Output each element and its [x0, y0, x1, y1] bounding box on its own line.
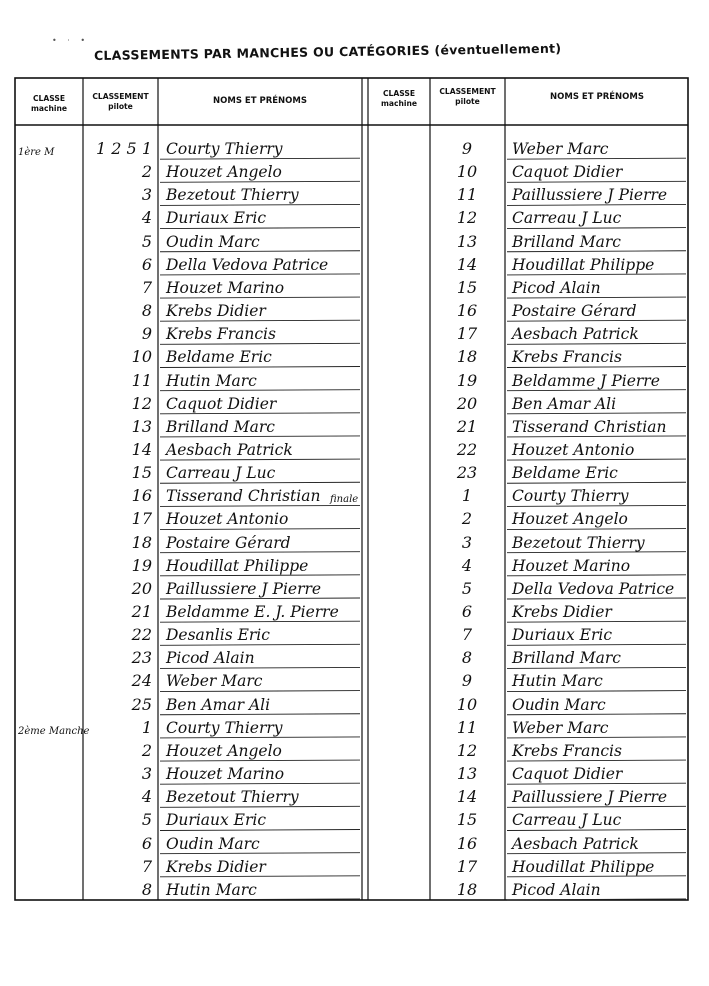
- left-row-rank: 10: [131, 347, 152, 367]
- left-row-classe: 2ème Manche: [18, 725, 90, 737]
- right-row-name: Houzet Marino: [512, 556, 631, 575]
- left-row-name: Krebs Didier: [166, 857, 266, 876]
- left-row-rank: 8: [141, 879, 152, 899]
- right-row-name: Brilland Marc: [512, 232, 621, 251]
- row-underline: [160, 667, 360, 668]
- left-row-rank: 9: [141, 324, 152, 344]
- row-underline: [507, 529, 686, 530]
- left-row-rank: 7: [141, 277, 152, 297]
- right-row-rank: 15: [456, 277, 478, 297]
- left-row-rank: 21: [131, 602, 152, 621]
- right-row-rank: 5: [461, 578, 473, 598]
- header-classe-machine-right: CLASSE machine: [380, 89, 418, 108]
- left-row-name: Carreau J Luc: [166, 464, 276, 483]
- row-underline: [507, 343, 686, 344]
- right-row-name: Courty Thierry: [512, 487, 629, 506]
- row-underline: [160, 204, 360, 205]
- row-underline: [160, 274, 360, 275]
- right-row-name: Paillussiere J Pierre: [512, 186, 668, 205]
- left-row-name: Hutin Marc: [166, 880, 257, 899]
- left-row-rank: 16: [131, 486, 152, 506]
- right-row-name: Houzet Angelo: [512, 510, 628, 529]
- left-row-rank: 19: [131, 555, 152, 575]
- row-underline: [160, 181, 360, 182]
- row-underline: [160, 297, 360, 298]
- row-underline: [507, 505, 686, 506]
- row-underline: [507, 204, 686, 205]
- right-row-name: Ben Amar Ali: [512, 394, 617, 413]
- left-row-name: Houzet Antonio: [166, 510, 289, 529]
- row-underline: [507, 459, 686, 460]
- left-row-note: finale: [330, 494, 359, 506]
- left-row-name: Weber Marc: [166, 672, 263, 691]
- row-underline: [507, 320, 686, 321]
- right-row-rank: 13: [456, 764, 478, 784]
- left-row-name: Houzet Angelo: [166, 741, 282, 760]
- row-underline: [507, 806, 686, 807]
- right-row-name: Krebs Didier: [512, 603, 612, 621]
- right-row-name: Beldamme J Pierre: [512, 371, 660, 390]
- row-underline: [160, 691, 360, 692]
- left-row-name: Postaire Gérard: [166, 533, 291, 552]
- left-row-name: Ben Amar Ali: [166, 695, 271, 714]
- right-row-name: Carreau J Luc: [512, 811, 622, 830]
- left-row-classe: 1ère M: [18, 147, 55, 158]
- row-underline: [507, 621, 686, 622]
- right-row-name: Picod Alain: [512, 278, 601, 297]
- row-underline: [160, 575, 360, 576]
- left-row-name: Paillussiere J Pierre: [166, 579, 322, 598]
- scan-specks: • · •: [52, 36, 90, 45]
- right-row-rank: 2: [461, 509, 473, 529]
- left-row-rank: 25: [131, 694, 152, 714]
- left-row-name: Della Vedova Patrice: [166, 255, 329, 274]
- row-underline: [160, 552, 360, 553]
- row-underline: [507, 297, 686, 298]
- row-underline: [507, 876, 686, 877]
- row-underline: [160, 367, 360, 368]
- row-underline: [160, 737, 360, 738]
- row-underline: [160, 343, 360, 344]
- left-row-name: Tisserand Christian: [166, 487, 321, 506]
- left-row-name: Houzet Angelo: [166, 163, 282, 182]
- row-underline: [160, 806, 360, 807]
- right-row-rank: 4: [461, 555, 473, 575]
- left-row-name: Courty Thierry: [166, 140, 283, 158]
- row-underline: [160, 760, 360, 761]
- right-row-name: Duriaux Eric: [512, 626, 613, 645]
- right-row-rank: 14: [456, 254, 478, 274]
- row-underline: [160, 621, 360, 622]
- right-row-name: Houdillat Philippe: [512, 857, 655, 876]
- row-underline: [507, 251, 686, 252]
- right-row-name: Brilland Marc: [512, 649, 621, 668]
- row-underline: [160, 529, 360, 530]
- row-underline: [507, 390, 686, 391]
- header-classement-pilote-left: CLASSEMENT pilote: [92, 92, 149, 111]
- left-row-rank: 20: [131, 578, 152, 598]
- right-row-name: Della Vedova Patrice: [512, 579, 675, 598]
- left-row-name: Krebs Didier: [166, 302, 266, 321]
- left-row-rank: 18: [131, 532, 152, 552]
- left-row-name: Bezetout Thierry: [166, 788, 299, 807]
- left-row-rank: 22: [131, 625, 152, 645]
- row-underline: [160, 876, 360, 877]
- row-underline: [160, 390, 360, 391]
- right-row-rank: 11: [456, 717, 478, 737]
- row-underline: [507, 413, 686, 414]
- left-row-name: Caquot Didier: [166, 394, 277, 413]
- right-row-rank: 21: [456, 416, 478, 436]
- left-row-rank: 23: [131, 648, 152, 668]
- right-row-rank: 7: [461, 625, 473, 645]
- left-row-name: Picod Alain: [166, 649, 255, 668]
- row-underline: [160, 158, 360, 159]
- row-underline: [160, 228, 360, 229]
- right-row-name: Carreau J Luc: [512, 209, 622, 228]
- row-underline: [507, 552, 686, 553]
- header-noms-right: NOMS ET PRÉNOMS: [550, 92, 644, 102]
- row-underline: [160, 853, 360, 854]
- row-underline: [507, 436, 686, 437]
- row-underline: [160, 251, 360, 252]
- left-row-name: Houzet Marino: [166, 278, 285, 297]
- left-row-name: Brilland Marc: [166, 417, 275, 436]
- left-row-rank: 2: [141, 740, 152, 760]
- header-noms-left: NOMS ET PRÉNOMS: [213, 96, 307, 106]
- row-underline: [507, 644, 686, 645]
- right-row-name: Weber Marc: [512, 718, 609, 737]
- row-underline: [160, 598, 360, 599]
- header-classe-machine-left: CLASSE machine: [30, 94, 68, 113]
- row-underline: [507, 783, 686, 784]
- row-underline: [160, 830, 360, 831]
- left-row-name: Houzet Marino: [166, 765, 285, 784]
- right-row-name: Aesbach Patrick: [512, 325, 639, 344]
- right-row-rank: 13: [456, 231, 478, 251]
- left-row-rank: 6: [141, 254, 152, 274]
- right-row-rank: 12: [456, 208, 478, 228]
- row-underline: [160, 714, 360, 715]
- header-classement-pilote-right: CLASSEMENT pilote: [439, 87, 496, 106]
- left-row-name: Krebs Francis: [166, 325, 276, 344]
- left-row-rank: 17: [131, 509, 152, 529]
- left-row-rank: 4: [141, 787, 152, 807]
- left-row-rank: 24: [131, 671, 152, 691]
- left-row-rank: 13: [131, 416, 152, 436]
- right-row-name: Houzet Antonio: [512, 440, 635, 459]
- right-row-rank: 17: [456, 324, 478, 344]
- right-row-rank: 14: [456, 787, 478, 807]
- right-row-name: Picod Alain: [512, 880, 601, 899]
- left-row-name: Courty Thierry: [166, 718, 283, 737]
- row-underline: [507, 598, 686, 599]
- left-row-name: Oudin Marc: [166, 232, 260, 251]
- row-underline: [160, 783, 360, 784]
- left-row-rank: 8: [141, 301, 152, 321]
- left-row-rank: 2: [141, 162, 152, 182]
- right-row-name: Houdillat Philippe: [512, 255, 655, 274]
- row-underline: [160, 482, 360, 483]
- row-underline: [507, 691, 686, 692]
- right-row-rank: 16: [456, 301, 478, 321]
- right-row-rank: 3: [461, 532, 473, 552]
- left-row-rank: 5: [141, 810, 152, 830]
- row-underline: [507, 714, 686, 715]
- left-row-name: Desanlis Eric: [166, 626, 270, 645]
- left-row-rank: 15: [131, 463, 152, 483]
- right-row-rank: 20: [456, 393, 478, 413]
- right-row-rank: 8: [461, 648, 473, 668]
- row-underline: [507, 575, 686, 576]
- row-underline: [160, 413, 360, 414]
- right-row-name: Hutin Marc: [512, 672, 603, 691]
- left-row-rank: 6: [141, 833, 152, 853]
- right-row-name: Bezetout Thierry: [512, 533, 645, 552]
- right-row-rank: 19: [456, 370, 478, 390]
- right-row-rank: 11: [456, 185, 478, 205]
- right-row-rank: 15: [456, 810, 478, 830]
- right-row-rank: 10: [456, 694, 478, 714]
- right-row-rank: 6: [461, 602, 473, 621]
- right-row-name: Beldame Eric: [512, 464, 618, 483]
- right-row-name: Weber Marc: [512, 140, 609, 158]
- left-row-rank: 1: [141, 717, 152, 737]
- left-row-name: Houdillat Philippe: [166, 556, 309, 575]
- left-row-name: Beldamme E. J. Pierre: [166, 603, 339, 621]
- right-row-rank: 18: [456, 347, 478, 367]
- row-underline: [507, 830, 686, 831]
- row-underline: [507, 853, 686, 854]
- right-row-rank: 10: [456, 162, 478, 182]
- right-row-name: Caquot Didier: [512, 765, 623, 784]
- row-underline: [160, 459, 360, 460]
- left-row-rank: 5: [141, 231, 152, 251]
- row-underline: [507, 274, 686, 275]
- row-underline: [507, 367, 686, 368]
- left-row-name: Hutin Marc: [166, 371, 257, 390]
- right-row-name: Krebs Francis: [512, 348, 622, 367]
- row-underline: [507, 181, 686, 182]
- row-underline: [507, 228, 686, 229]
- right-row-name: Caquot Didier: [512, 163, 623, 182]
- left-row-rank: 3: [141, 764, 152, 784]
- left-row-rank: 4: [141, 208, 152, 228]
- row-underline: [507, 158, 686, 159]
- left-row-rank: 7: [141, 856, 152, 876]
- row-underline: [160, 436, 360, 437]
- right-row-rank: 16: [456, 833, 478, 853]
- page-title: CLASSEMENTS PAR MANCHES OU CATÉGORIES (éventuellement): [93, 40, 562, 63]
- left-row-name: Beldame Eric: [166, 348, 272, 367]
- left-row-name: Duriaux Eric: [166, 811, 267, 830]
- right-row-name: Krebs Francis: [512, 741, 622, 760]
- row-underline: [160, 320, 360, 321]
- row-underline: [507, 667, 686, 668]
- right-row-name: Tisserand Christian: [512, 417, 667, 436]
- right-row-rank: 9: [461, 671, 473, 691]
- row-underline: [507, 737, 686, 738]
- right-row-rank: 17: [456, 856, 478, 876]
- right-row-rank: 1: [461, 486, 473, 506]
- left-row-name: Duriaux Eric: [166, 209, 267, 228]
- row-underline: [160, 644, 360, 645]
- left-row-rank: 1 2 5 1: [96, 139, 152, 158]
- right-row-rank: 23: [456, 463, 478, 483]
- row-underline: [507, 482, 686, 483]
- row-underline: [507, 760, 686, 761]
- right-row-rank: 12: [456, 740, 478, 760]
- right-row-name: Postaire Gérard: [512, 302, 637, 321]
- right-row-name: Paillussiere J Pierre: [512, 788, 668, 807]
- left-row-rank: 12: [131, 393, 152, 413]
- right-row-rank: 22: [456, 439, 478, 459]
- right-row-name: Oudin Marc: [512, 695, 606, 714]
- left-row-rank: 11: [131, 370, 152, 390]
- left-row-name: Aesbach Patrick: [166, 440, 293, 459]
- left-row-rank: 3: [141, 185, 152, 205]
- left-row-rank: 14: [131, 439, 152, 459]
- left-row-name: Bezetout Thierry: [166, 186, 299, 205]
- right-row-name: Aesbach Patrick: [512, 834, 639, 853]
- right-row-rank: 9: [461, 139, 473, 158]
- right-row-rank: 18: [456, 879, 478, 899]
- left-row-name: Oudin Marc: [166, 834, 260, 853]
